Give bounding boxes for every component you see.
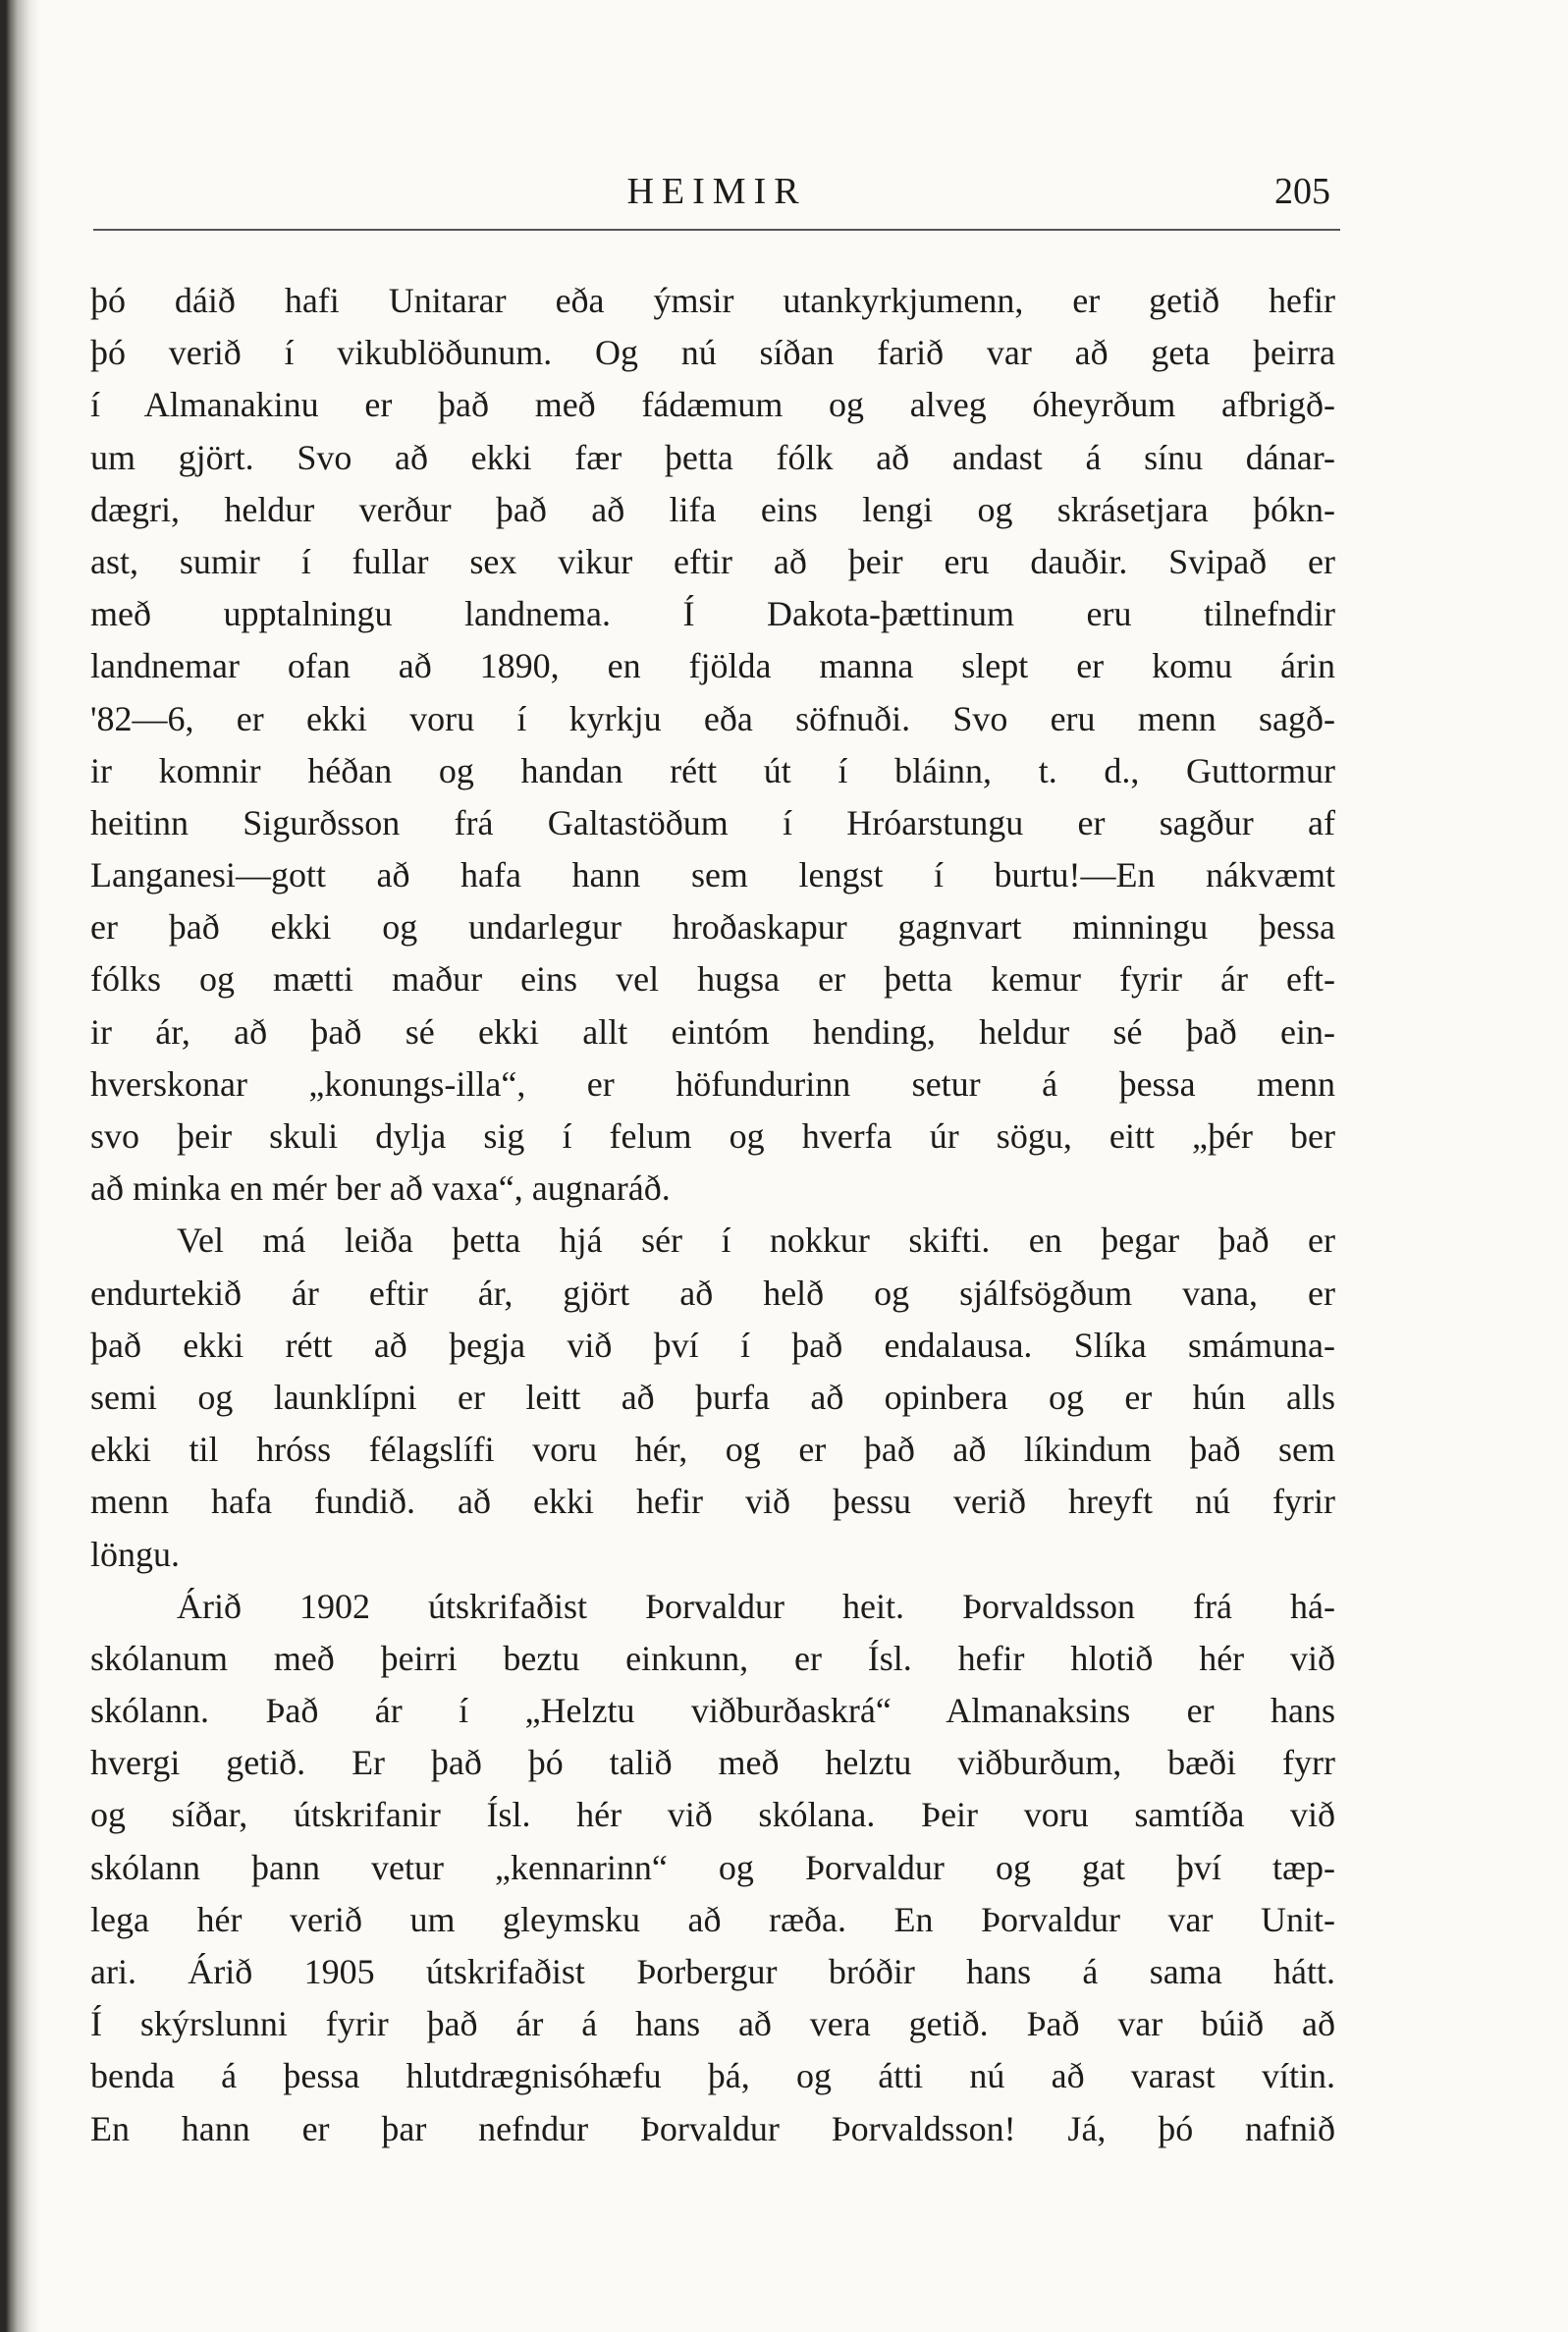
text-line: fólks og mætti maður eins vel hugsa er þetta kemur fyrir ár eft- bbox=[90, 959, 1335, 1000]
text-line: og síðar, útskrifanir Ísl. hér við skólana. Þeir voru samtíða við bbox=[90, 1795, 1335, 1835]
text-line: ast, sumir í fullar sex vikur eftir að þeir eru dauðir. Svipað er bbox=[90, 541, 1335, 581]
text-line: í Almanakinu er það með fádæmum og alveg óheyrðum afbrigð- bbox=[90, 385, 1335, 425]
text-line: heitinn Sigurðsson frá Galtastöðum í Hróarstungu er sagður af bbox=[90, 802, 1335, 842]
text-line: skólann. Það ár í „Helztu viðburðaskrá“ Almanaksins er hans bbox=[90, 1691, 1335, 1731]
text-line: landnemar ofan að 1890, en fjölda manna slept er komu árin bbox=[90, 646, 1335, 686]
text-line: endurtekið ár eftir ár, gjört að helð og sjálfsögðum vana, er bbox=[90, 1273, 1335, 1313]
running-title: HEIMIR bbox=[626, 171, 807, 212]
text-line: um gjört. Svo að ekki fær þetta fólk að andast á sínu dánar- bbox=[90, 437, 1335, 477]
text-line: Árið 1902 útskrifaðist Þorvaldur heit. Þorvaldsson frá há- bbox=[177, 1586, 1335, 1626]
text-line: ir komnir héðan og handan rétt út í bláinn, t. d., Guttormur bbox=[90, 750, 1335, 790]
text-line: með upptalningu landnema. Í Dakota-þættinum eru tilnefndir bbox=[90, 594, 1335, 634]
text-line: þó verið í vikublöðunum. Og nú síðan farið var að geta þeirra bbox=[90, 333, 1335, 373]
text-line: '82—6, er ekki voru í kyrkju eða söfnuði. Svo eru menn sagð- bbox=[90, 698, 1335, 738]
text-line: En hann er þar nefndur Þorvaldur Þorvaldsson! Já, þó nafnið bbox=[90, 2108, 1335, 2148]
text-line: löngu. bbox=[90, 1534, 181, 1574]
page-header bbox=[93, 162, 1340, 221]
text-line: skólanum með þeirri beztu einkunn, er Ísl. hefir hlotið hér við bbox=[90, 1638, 1335, 1678]
text-line: hvergi getið. Er það þó talið með helztu viðburðum, bæði fyrr bbox=[90, 1743, 1335, 1783]
text-line: ekki til hróss félagslífi voru hér, og er það að líkindum það sem bbox=[90, 1430, 1335, 1470]
text-line: að minka en mér ber að vaxa“, augnaráð. bbox=[90, 1168, 671, 1209]
page-number: 205 bbox=[1274, 171, 1330, 212]
text-line: benda á þessa hlutdrægnisóhæfu þá, og átti nú að varast vítin. bbox=[90, 2056, 1335, 2096]
text-line: ir ár, að það sé ekki allt eintóm hending, heldur sé það ein- bbox=[90, 1011, 1335, 1052]
text-line: lega hér verið um gleymsku að ræða. En Þorvaldur var Unit- bbox=[90, 1899, 1335, 1939]
text-line: menn hafa fundið. að ekki hefir við þessu verið hreyft nú fyrir bbox=[90, 1482, 1335, 1522]
text-line: Langanesi—gott að hafa hann sem lengst í burtu!—En nákvæmt bbox=[90, 855, 1335, 895]
text-line: hverskonar „konungs-illa“, er höfundurinn setur á þessa menn bbox=[90, 1063, 1335, 1104]
book-binding-edge bbox=[0, 0, 39, 2332]
text-line: svo þeir skuli dylja sig í felum og hverfa úr sögu, eitt „þér ber bbox=[90, 1116, 1335, 1156]
text-line: Í skýrslunni fyrir það ár á hans að vera getið. Það var búið að bbox=[90, 2004, 1335, 2044]
text-line: er það ekki og undarlegur hroðaskapur gagnvart minningu þessa bbox=[90, 907, 1335, 948]
text-line: semi og launklípni er leitt að þurfa að opinbera og er hún alls bbox=[90, 1377, 1335, 1417]
header-rule bbox=[93, 229, 1340, 231]
text-line: ari. Árið 1905 útskrifaðist Þorbergur bróðir hans á sama hátt. bbox=[90, 1952, 1335, 1991]
text-line: það ekki rétt að þegja við því í það endalausa. Slíka smámuna- bbox=[90, 1325, 1335, 1365]
text-line: Vel má leiða þetta hjá sér í nokkur skifti. en þegar það er bbox=[177, 1220, 1335, 1261]
text-line: dægri, heldur verður það að lifa eins lengi og skrásetjara þókn- bbox=[90, 489, 1335, 529]
text-line: skólann þann vetur „kennarinn“ og Þorvaldur og gat því tæp- bbox=[90, 1847, 1335, 1887]
text-line: þó dáið hafi Unitarar eða ýmsir utankyrkjumenn, er getið hefir bbox=[90, 281, 1335, 320]
body-text bbox=[90, 275, 1335, 2155]
